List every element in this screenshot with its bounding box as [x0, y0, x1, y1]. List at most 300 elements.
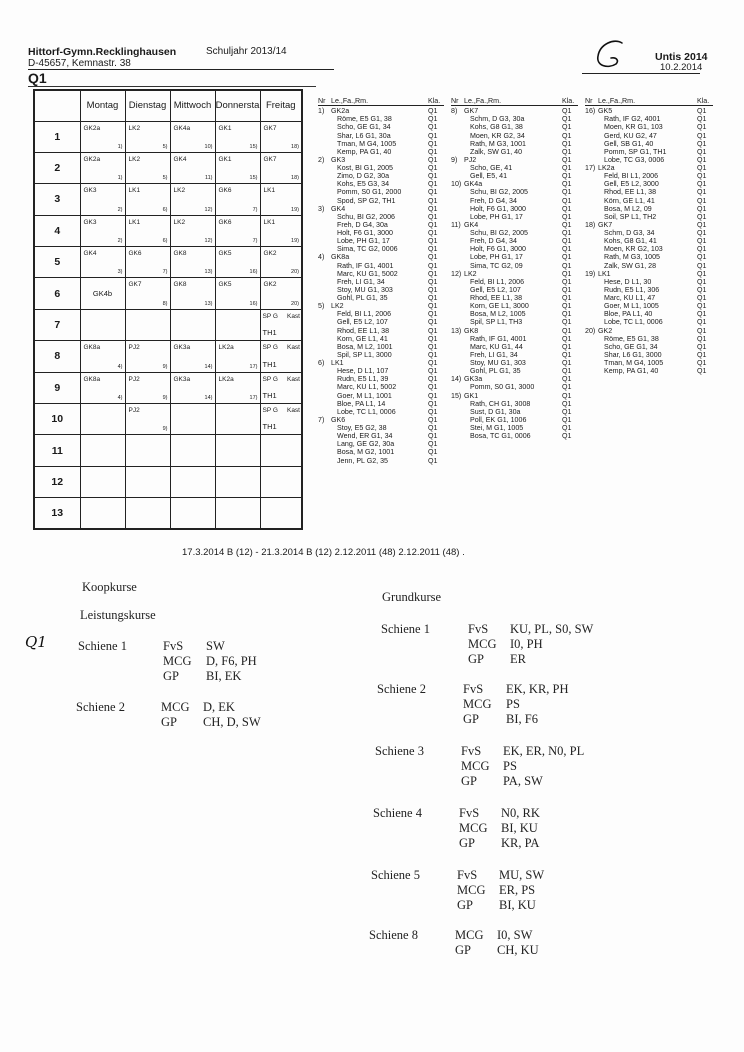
class-label: Q1 [428, 318, 438, 327]
subject-list: PA, SW [503, 774, 543, 788]
course-number [585, 359, 598, 367]
teacher-subject-room: Schm, D G3, 34 [604, 229, 655, 237]
course-number [451, 383, 464, 391]
class-label: Q1 [562, 383, 572, 392]
school-name: Hittorf-Gymn.Recklinghausen [28, 46, 177, 58]
course-number [318, 440, 331, 448]
class-label: Q1 [428, 456, 438, 465]
teacher-subject-room: Freh, LI G1, 34 [470, 350, 518, 359]
lesson-cell [260, 215, 302, 246]
teacher-subject-room: Kohs, G8 G1, 38 [470, 123, 523, 132]
teacher-subject-room: Soil, SP L1, TH2 [604, 212, 657, 221]
lesson-course-number: 6) [162, 238, 168, 245]
course-entry [451, 375, 578, 383]
teacher-entry [451, 253, 578, 261]
course-number [451, 359, 464, 367]
lesson-cell [215, 466, 260, 497]
timetable-row [34, 309, 302, 340]
course-number [585, 286, 598, 294]
timetable-row [34, 121, 302, 152]
class-label: Q1 [428, 220, 438, 229]
lesson-cell [260, 121, 302, 152]
teacher-entry [318, 294, 444, 302]
teacher-entry [318, 286, 444, 294]
lesson-subject: GK4 [173, 155, 187, 163]
subject-list: D, F6, PH [206, 654, 257, 668]
school-year: Schuljahr 2013/14 [206, 46, 287, 57]
lesson-course-number: 1) [117, 175, 123, 182]
lesson-subject: GK6 [128, 250, 142, 258]
course-number [585, 172, 598, 180]
subject-list: EK, KR, PH [506, 682, 569, 696]
course-entry [318, 302, 444, 310]
teacher-entry [318, 237, 444, 245]
teacher-subject-room: Sust, D G1, 30a [470, 407, 521, 416]
class-label: Q1 [697, 131, 707, 140]
lesson-subject: LK1 [263, 187, 276, 195]
class-label: Q1 [428, 180, 438, 189]
lesson-subject: GK3 [83, 187, 97, 195]
lesson-cell [170, 404, 215, 435]
teacher-entry [451, 424, 578, 432]
lesson-cell [125, 309, 170, 340]
teacher-entry [318, 245, 444, 253]
teacher-entry [585, 278, 713, 286]
lesson-subject: GK8 [173, 281, 187, 289]
course-number: 7) [318, 415, 325, 424]
lesson-subject: LK2 [173, 218, 186, 226]
teacher-subject-room: Feld, BI L1, 2006 [470, 277, 525, 286]
teacher-subject-room: Bloe, PA L1, 40 [604, 310, 653, 319]
teacher-subject-room: Kemp, PA G1, 40 [604, 367, 659, 376]
course-number [318, 172, 331, 180]
column-header-nr: Nr [585, 97, 593, 105]
course-number [451, 335, 464, 343]
course-list-header [318, 97, 444, 106]
class-label: Q1 [428, 212, 438, 221]
course-list-column [451, 97, 578, 440]
class-label: Q1 [428, 155, 438, 164]
course-number [318, 237, 331, 245]
course-entry [318, 156, 444, 164]
lesson-subject: GK7 [128, 281, 142, 289]
course-number [585, 156, 598, 164]
course-number [318, 123, 331, 131]
lesson-room: TH1 [262, 391, 277, 401]
lesson-cell [260, 309, 302, 340]
class-label: Q1 [562, 245, 572, 254]
lesson-course-number: 19) [291, 238, 299, 245]
class-label: Q1 [428, 367, 438, 376]
course-number [585, 367, 598, 375]
lesson-course-number: 9) [162, 426, 168, 433]
header-right-divider [582, 73, 700, 74]
course-list-header [451, 97, 578, 106]
class-label: Q1 [562, 285, 572, 294]
teacher-entry [318, 392, 444, 400]
teacher-subject-room: Hese, D L1, 30 [604, 277, 652, 286]
teacher-entry [451, 205, 578, 213]
teacher-entry [585, 351, 713, 359]
class-label: Q1 [428, 269, 438, 278]
course-number [585, 132, 598, 140]
timetable-row [34, 498, 302, 529]
class-label: Q1 [562, 229, 572, 237]
subject-list: I0, PH [510, 637, 543, 651]
column-header-nr: Nr [451, 97, 459, 105]
column-header-teacher: Le.,Fa.,Rm. [598, 97, 636, 105]
teacher-entry [451, 286, 578, 294]
lesson-cell [260, 247, 302, 278]
subject-list: BI, KU [499, 898, 536, 912]
teacher-subject-room: Rhod, EE L1, 38 [604, 188, 657, 197]
period-number: 3 [34, 184, 80, 215]
class-label: Q1 [428, 407, 438, 416]
timetable-row [34, 215, 302, 246]
class-label: Q1 [562, 407, 572, 416]
school-label: FvS [461, 744, 482, 758]
lesson-cell [215, 152, 260, 183]
course-number [318, 180, 331, 188]
course-entry [585, 164, 713, 172]
teacher-entry [451, 115, 578, 123]
course-number [451, 310, 464, 318]
course-entry [585, 327, 713, 335]
lesson-course-number: 16) [249, 269, 258, 276]
course-number [451, 351, 464, 359]
course-name: GK4 [464, 220, 479, 229]
class-label: Q1 [697, 359, 707, 367]
school-label: MCG [468, 637, 497, 651]
lesson-cell [80, 121, 125, 152]
course-number [318, 229, 331, 237]
teacher-subject-room: Rath, CH G1, 3008 [470, 399, 531, 408]
lesson-course-number: 13) [204, 269, 213, 276]
class-label: Q1 [697, 147, 707, 156]
teacher-entry [585, 318, 713, 326]
course-number [451, 164, 464, 172]
teacher-entry [585, 286, 713, 294]
teacher-subject-room: Schu, BI G2, 2006 [337, 212, 395, 221]
course-number [318, 367, 331, 375]
course-number [451, 318, 464, 326]
class-label: Q1 [562, 164, 572, 172]
lesson-course-number: 20) [291, 269, 299, 276]
lesson-room: TH1 [262, 328, 277, 338]
class-label: Q1 [428, 432, 438, 441]
lesson-subject: GK7 [263, 124, 277, 132]
class-label: Q1 [428, 123, 438, 132]
lesson-subject: SP G [262, 312, 278, 320]
course-name: GK7 [464, 107, 479, 116]
teacher-entry [318, 140, 444, 148]
teacher-entry [451, 123, 578, 131]
teacher-entry [318, 424, 444, 432]
lesson-cell [215, 498, 260, 529]
class-label: Q1 [562, 139, 572, 148]
class-label: Q1 [428, 294, 438, 302]
class-label: Q1 [428, 383, 438, 392]
class-label: Q1 [428, 399, 438, 408]
teacher-entry [318, 229, 444, 237]
teacher-entry [318, 115, 444, 123]
teacher-subject-room: Röme, E5 G1, 38 [604, 334, 659, 343]
lesson-subject: GK8a [83, 344, 101, 352]
course-name: GK4a [464, 180, 483, 189]
course-name: GK3 [331, 155, 346, 164]
class-label: Q1 [697, 367, 707, 376]
course-number [585, 205, 598, 213]
course-number [451, 205, 464, 213]
lesson-subject: LK1 [128, 187, 141, 195]
lesson-cell [80, 372, 125, 403]
teacher-subject-room: Bosa, M L2, 09 [604, 204, 652, 213]
day-header: Montag [80, 90, 125, 121]
class-label: Q1 [562, 212, 572, 221]
course-number [451, 302, 464, 310]
lesson-course-number: 2) [117, 206, 123, 213]
class-label: Q1 [562, 326, 572, 335]
lesson-course-number: 18) [291, 143, 299, 150]
course-number: 19) [585, 269, 596, 278]
teacher-subject-room: Lobe, PH G1, 17 [337, 237, 390, 246]
lesson-course-number: 17) [249, 395, 258, 402]
teacher-entry [451, 383, 578, 391]
course-name: GK5 [598, 107, 613, 116]
schiene-label: Schiene 5 [371, 868, 420, 882]
lesson-subject: GK5 [218, 281, 232, 289]
teacher-subject-room: Rath, IF G2, 4001 [604, 115, 661, 124]
subject-list: BI, KU [501, 821, 538, 835]
lesson-subject: GK1 [218, 155, 232, 163]
column-header-teacher: Le.,Fa.,Rm. [331, 97, 369, 105]
teacher-entry [318, 188, 444, 196]
class-label: Q1 [428, 302, 438, 311]
school-address: D-45657, Kemnastr. 38 [28, 58, 131, 69]
lesson-cell [125, 121, 170, 152]
teacher-subject-room: Goer, M L1, 1001 [337, 391, 392, 400]
class-label: Q1 [562, 237, 572, 246]
class-label: Q1 [428, 164, 438, 172]
course-number [318, 408, 331, 416]
teacher-entry [585, 343, 713, 351]
teacher-subject-room: Schu, BI G2, 2005 [470, 229, 528, 237]
class-label: Q1 [562, 147, 572, 156]
course-number [451, 278, 464, 286]
period-number: 9 [34, 372, 80, 403]
lesson-cell [260, 466, 302, 497]
lesson-course-number: 18) [291, 175, 299, 182]
teacher-entry [451, 140, 578, 148]
lesson-cell [170, 341, 215, 372]
teacher-subject-room: Gohl, PL G1, 35 [470, 367, 521, 376]
course-number [451, 286, 464, 294]
subject-list: CH, KU [497, 943, 539, 957]
course-entry [585, 270, 713, 278]
lesson-course-number: 13) [204, 300, 213, 307]
course-number [585, 343, 598, 351]
lesson-subject: LK1 [263, 218, 276, 226]
period-number: 2 [34, 152, 80, 183]
course-number [585, 310, 598, 318]
course-number [451, 262, 464, 270]
lesson-course-number: 2) [117, 238, 123, 245]
class-label: Q1 [428, 139, 438, 148]
course-number: 18) [585, 220, 596, 229]
class-label: Q1 [562, 302, 572, 311]
course-number [585, 335, 598, 343]
teacher-subject-room: Zalk, SW G1, 28 [604, 261, 657, 270]
lesson-cell [260, 404, 302, 435]
school-label: GP [455, 943, 471, 957]
class-label: Q1 [697, 261, 707, 270]
course-name: GK4 [331, 204, 346, 213]
lesson-room: TH1 [262, 359, 277, 369]
teacher-entry [451, 197, 578, 205]
course-list-column [585, 97, 713, 375]
teacher-subject-room: Scho, GE G1, 34 [604, 342, 658, 351]
course-entry [585, 221, 713, 229]
timetable-row [34, 278, 302, 309]
timetable-row [34, 184, 302, 215]
course-name: LK2 [464, 269, 477, 278]
teacher-entry [318, 180, 444, 188]
class-label: Q1 [697, 212, 707, 221]
lesson-course-number: 20) [291, 300, 299, 307]
lesson-subject: GK2 [263, 250, 277, 258]
teacher-entry [585, 180, 713, 188]
course-number [585, 351, 598, 359]
lesson-subject: LK2a [218, 344, 234, 352]
teacher-subject-room: Marc, KU G1, 5002 [337, 269, 398, 278]
lesson-subject: GK2a [83, 155, 101, 163]
teacher-subject-room: Holt, F6 G1, 3000 [337, 229, 393, 237]
class-label: Q1 [697, 237, 707, 246]
teacher-subject-room: Spil, SP L1, TH3 [470, 318, 523, 327]
course-number [318, 148, 331, 156]
lesson-course-number: 7) [252, 238, 258, 245]
class-label: Q1 [697, 164, 707, 172]
course-entry [318, 107, 444, 115]
subject-list: KR, PA [501, 836, 540, 850]
teacher-entry [451, 294, 578, 302]
teacher-subject-room: Spod, SP G2, TH1 [337, 196, 396, 205]
course-number [318, 115, 331, 123]
lesson-cell [80, 435, 125, 466]
class-label: Q1 [562, 399, 572, 408]
subject-list: KU, PL, S0, SW [510, 622, 594, 636]
class-label: Q1 [562, 367, 572, 376]
period-number: 10 [34, 404, 80, 435]
class-label: Q1 [697, 229, 707, 237]
teacher-entry [451, 302, 578, 310]
teacher-entry [451, 278, 578, 286]
teacher-entry [585, 172, 713, 180]
teacher-subject-room: Stei, M G1, 1005 [470, 424, 524, 432]
lesson-cell [170, 309, 215, 340]
teacher-entry [585, 188, 713, 196]
course-number [585, 294, 598, 302]
timetable-header-row [34, 90, 302, 121]
course-entry [318, 416, 444, 424]
grundkurse-heading: Grundkurse [382, 590, 442, 604]
lesson-teacher: Kast [286, 407, 300, 415]
class-label: Q1 [562, 196, 572, 205]
teacher-entry [585, 335, 713, 343]
lesson-subject: SP G [262, 344, 278, 352]
teacher-entry [585, 115, 713, 123]
teacher-entry [318, 123, 444, 131]
teacher-subject-room: Pomm, S0 G1, 3000 [470, 383, 535, 392]
class-label: Q1 [562, 253, 572, 262]
teacher-subject-room: Marc, KU L1, 47 [604, 294, 656, 302]
lesson-course-number: 4) [117, 363, 123, 370]
school-label: GP [161, 715, 177, 729]
schiene-label: Schiene 2 [76, 700, 125, 714]
lesson-subject: GK4 [83, 250, 97, 258]
subject-list: I0, SW [497, 928, 533, 942]
class-label: Q1 [562, 310, 572, 319]
course-number: 20) [585, 326, 596, 335]
teacher-entry [451, 245, 578, 253]
teacher-entry [318, 310, 444, 318]
teacher-subject-room: Feld, BI L1, 2006 [337, 310, 392, 319]
teacher-subject-room: Rath, IF G1, 4001 [470, 334, 527, 343]
class-label: Q1 [562, 172, 572, 181]
course-number [318, 294, 331, 302]
teacher-subject-room: Rath, M G3, 1001 [470, 139, 526, 148]
course-number [451, 188, 464, 196]
course-number [585, 213, 598, 221]
class-label: Q1 [562, 204, 572, 213]
teacher-entry [451, 262, 578, 270]
teacher-entry [318, 262, 444, 270]
class-label: Q1 [428, 277, 438, 286]
class-label: Q1 [697, 196, 707, 205]
course-number: 15) [451, 391, 462, 400]
course-number [318, 278, 331, 286]
lesson-cell [125, 152, 170, 183]
lesson-subject: GK3a [173, 375, 191, 383]
teacher-subject-room: Rath, M G3, 1005 [604, 253, 660, 262]
course-number [585, 229, 598, 237]
class-label: Q1 [697, 220, 707, 229]
teacher-subject-room: Holt, F6 G1, 3000 [470, 245, 526, 254]
school-label: FvS [457, 868, 478, 882]
course-number [318, 375, 331, 383]
koopkurse-heading: Koopkurse [82, 580, 137, 594]
teacher-subject-room: Goer, M L1, 1005 [604, 302, 659, 311]
timetable-row [34, 247, 302, 278]
lesson-subject: PJ2 [128, 407, 140, 415]
class-label: Q1 [562, 115, 572, 124]
teacher-subject-room: Kemp, PA G1, 40 [337, 147, 392, 156]
course-number [451, 245, 464, 253]
lesson-course-number: 9) [162, 363, 168, 370]
course-name: LK2a [598, 164, 615, 172]
class-label: Q1 [562, 342, 572, 351]
subject-list: BI, F6 [506, 712, 538, 726]
teacher-entry [318, 343, 444, 351]
lesson-course-number: 6) [162, 206, 168, 213]
column-header-teacher: Le.,Fa.,Rm. [464, 97, 502, 105]
teacher-entry [451, 148, 578, 156]
lesson-cell [80, 404, 125, 435]
lesson-cell [215, 247, 260, 278]
school-label: FvS [459, 806, 480, 820]
class-label: Q1 [428, 424, 438, 432]
teacher-subject-room: Schm, D G3, 30a [470, 115, 525, 124]
